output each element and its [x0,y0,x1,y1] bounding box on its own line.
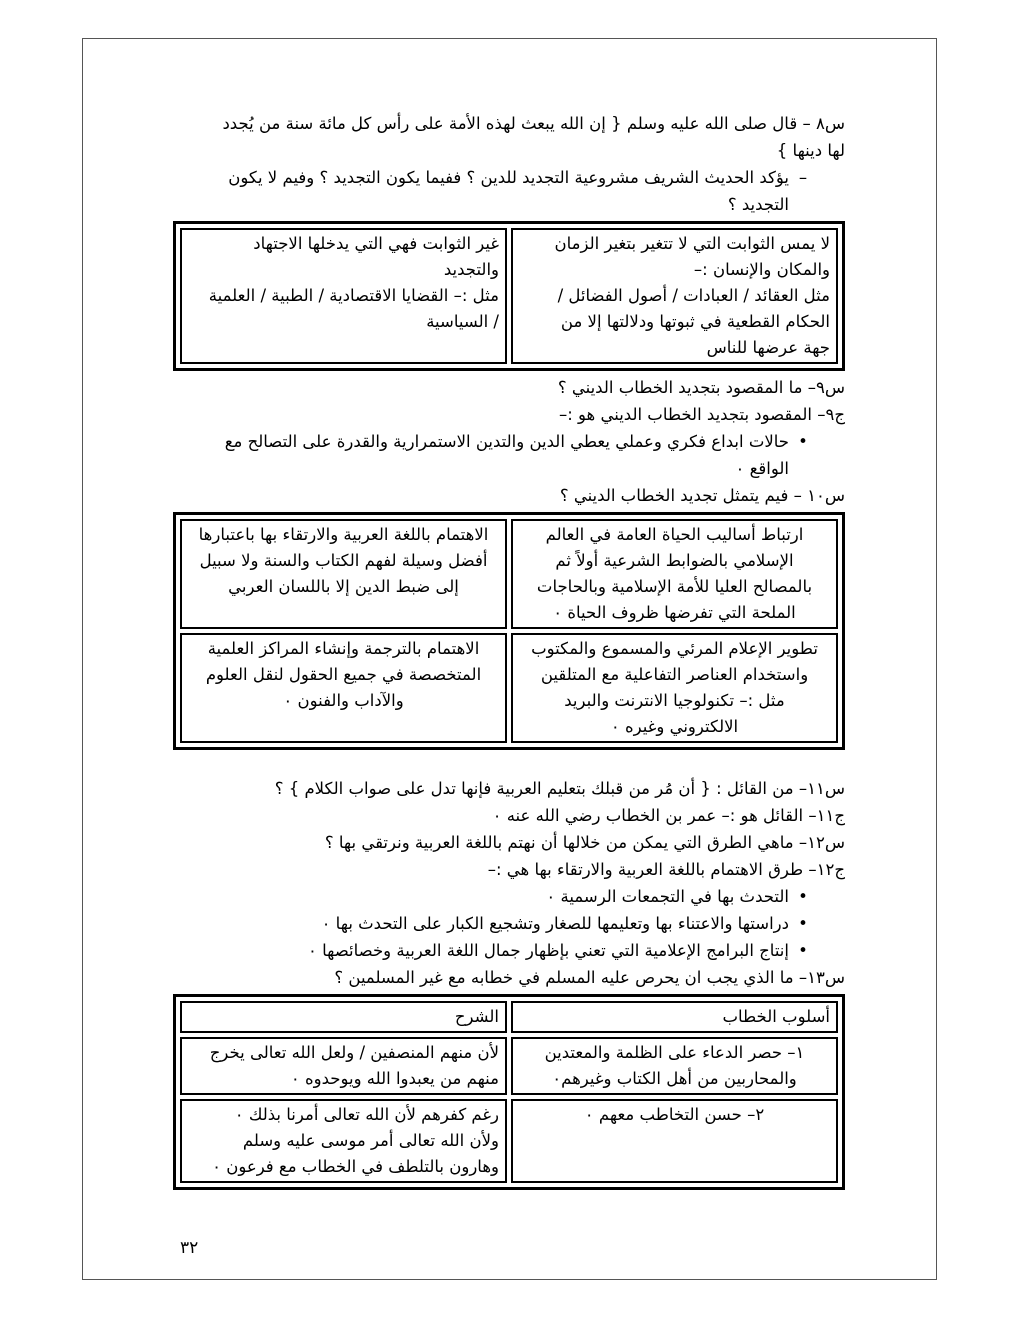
cell-line: والتجديد [443,260,499,279]
q9-question: س٩– ما المقصود بتجديد الخطاب الديني ؟ [557,378,845,397]
cell-line: رغم كفرهم لأن الله تعالى أمرنا بذلك ٠ [234,1105,499,1124]
cell-style-1 [511,1037,838,1095]
cell-line: الإسلامي بالضوابط الشرعية أولاً ثم [555,551,794,570]
cell-line: إلى ضبط الدين إلا باللسان العربي [228,577,459,596]
cell-line: ولأن الله تعالى أمر موسى عليه وسلم [242,1131,499,1150]
list-item-text: إنتاج البرامج الإعلامية التي تعني بإظهار جمال اللغة العربية وخصائصها ٠ [307,941,789,960]
cell-line: واستخدام العناصر التفاعلية مع المتلقين [540,665,809,684]
cell-line: وهارون بالتلطف في الخطاب مع فرعون ٠ [212,1157,499,1176]
cell-line: والمكان والإنسان :– [693,260,830,279]
q13-question: س١٣– ما الذي يجب ان يحرص عليه المسلم في خطابه مع غير المسلمين ؟ [334,968,845,987]
cell-line: ١– حصر الدعاء على الظلمة والمعتدين [544,1043,805,1062]
cell-line: بالمصالح العليا للأمة الإسلامية وبالحاجات [536,577,813,596]
dash-marker: – [798,168,808,187]
q8-sub-text [228,164,789,218]
cell-line: الملحة التي تفرضها ظروف الحياة ٠ [553,603,796,622]
header-style: أسلوب الخطاب [511,1001,838,1033]
q12-answer: ج١٢– طرق الاهتمام باللغة العربية والارتقاء بها هي :– [487,860,845,879]
cell-line: ٢– حسن التخاطب معهم ٠ [584,1105,765,1124]
cell-line: منهم من يعبدوا الله ويوحدوه ٠ [290,1069,499,1088]
q12-question: س١٢– ماهي الطرق التي يمكن من خلالها أن نهتم باللغة العربية ونرتقي بها ؟ [324,833,845,852]
cell-line: لأن منهم المنصفين / ولعل الله تعالى يخرج [209,1043,499,1062]
q10-question: س١٠ – فيم يتمثل تجديد الخطاب الديني ؟ [559,486,845,505]
q8-sub2: التجديد ؟ [727,195,789,214]
cell-constants [511,228,838,364]
list-item [173,937,845,964]
q8-sub1: يؤكد الحديث الشريف مشروعية التجديد للدين ؟ ففيما يكون التجديد ؟ وفيم لا يكون [228,168,789,187]
table-row [180,633,838,743]
cell-line: المتخصصة في جميع الحقول لنقل العلوم [205,665,482,684]
list-item-text: التحدث بها في التجمعات الرسمية ٠ [546,887,789,906]
cell-line: لا يمس الثوابت التي لا تتغير بتغير الزمان [554,234,830,253]
spacer [173,753,845,775]
cell-line: أفضل وسيلة لفهم الكتاب والسنة ولا سبيل [199,551,488,570]
table-header-row [180,1001,838,1033]
table-row [180,1099,838,1183]
table-renewal [173,512,845,750]
cell-line: / السياسية [426,312,499,331]
cell-line: مثل :– تكنولوجيا الانترنت والبريد [564,691,785,710]
cell-line: ارتباط أساليب الحياة العامة في العالم [545,525,804,544]
q8-line1: س٨ – قال صلى الله عليه وسلم { إن الله يبعث لهذه الأمة على رأس كل مائة سنة من يُجدد [222,114,845,133]
cell-line: مثل العقائد / العبادات / أصول الفضائل / [557,286,830,305]
q9-bullet1-cont: الواقع ٠ [735,459,789,478]
cell-line: الاهتمام بالترجمة وإنشاء المراكز العلمية [207,639,480,658]
cell-line: الحكام القطعية في ثبوتها ودلالتها إلا من [560,312,830,331]
cell-arabic-language [180,519,507,629]
cell-explanation-2 [180,1099,507,1183]
q11-question: س١١– من القائل : { أن مُر من قبلك بتعليم العربية فإنها تدل على صواب الكلام } ؟ [274,779,845,798]
bullet-icon: • [798,914,808,933]
table-discourse-style [173,994,845,1190]
cell-explanation-1 [180,1037,507,1095]
list-item [173,428,845,482]
list-item [173,883,845,910]
table-row [180,1037,838,1095]
cell-non-constants [180,228,507,364]
page-content [173,110,845,1193]
q9-answer: ج٩– المقصود بتجديد الخطاب الديني هو :– [558,405,845,424]
q9-bullet1: حالات ابداع فكري وعملي يعطي الدين والتدين الاستمرارية والقدرة على التصالح مع [224,432,789,451]
cell-media [511,633,838,743]
cell-line: تطوير الإعلام المرئي والمسموع والمكتوب [531,639,818,658]
list-item [173,910,845,937]
table-row [180,228,838,364]
q11-answer: ج١١– القائل هو :– عمر بن الخطاب رضي الله عنه ٠ [492,806,845,825]
cell-line: جهة عرضها للناس [706,338,830,357]
cell-line: والمحاربين من أهل الكتاب وغيرهم٠ [552,1069,797,1088]
cell-line: الالكتروني وغيره ٠ [610,717,739,736]
cell-translation [180,633,507,743]
list-item-text: دراستها والاعتناء بها وتعليمها للصغار وتشجيع الكبار على التحدث بها ٠ [321,914,789,933]
cell-line: الاهتمام باللغة العربية والارتقاء بها باعتبارها [198,525,489,544]
table-row [180,519,838,629]
q8-line2: لها دينها } [776,141,845,160]
page-number: ٣٢ [180,1238,199,1258]
cell-style-2 [511,1099,838,1183]
cell-line: مثل :– القضايا الاقتصادية / الطبية / العلمية [208,286,499,305]
cell-line: والآداب والفنون ٠ [283,691,404,710]
q8-sub-item [173,164,845,218]
bullet-icon: • [798,887,808,906]
header-explanation: الشرح [180,1001,507,1033]
bullet-icon: • [798,941,808,960]
table-constants [173,221,845,371]
cell-lifestyle [511,519,838,629]
bullet-icon: • [798,432,808,451]
cell-line: غير الثوابت فهي التي يدخلها الاجتهاد [253,234,499,253]
list-item-text [225,428,789,482]
